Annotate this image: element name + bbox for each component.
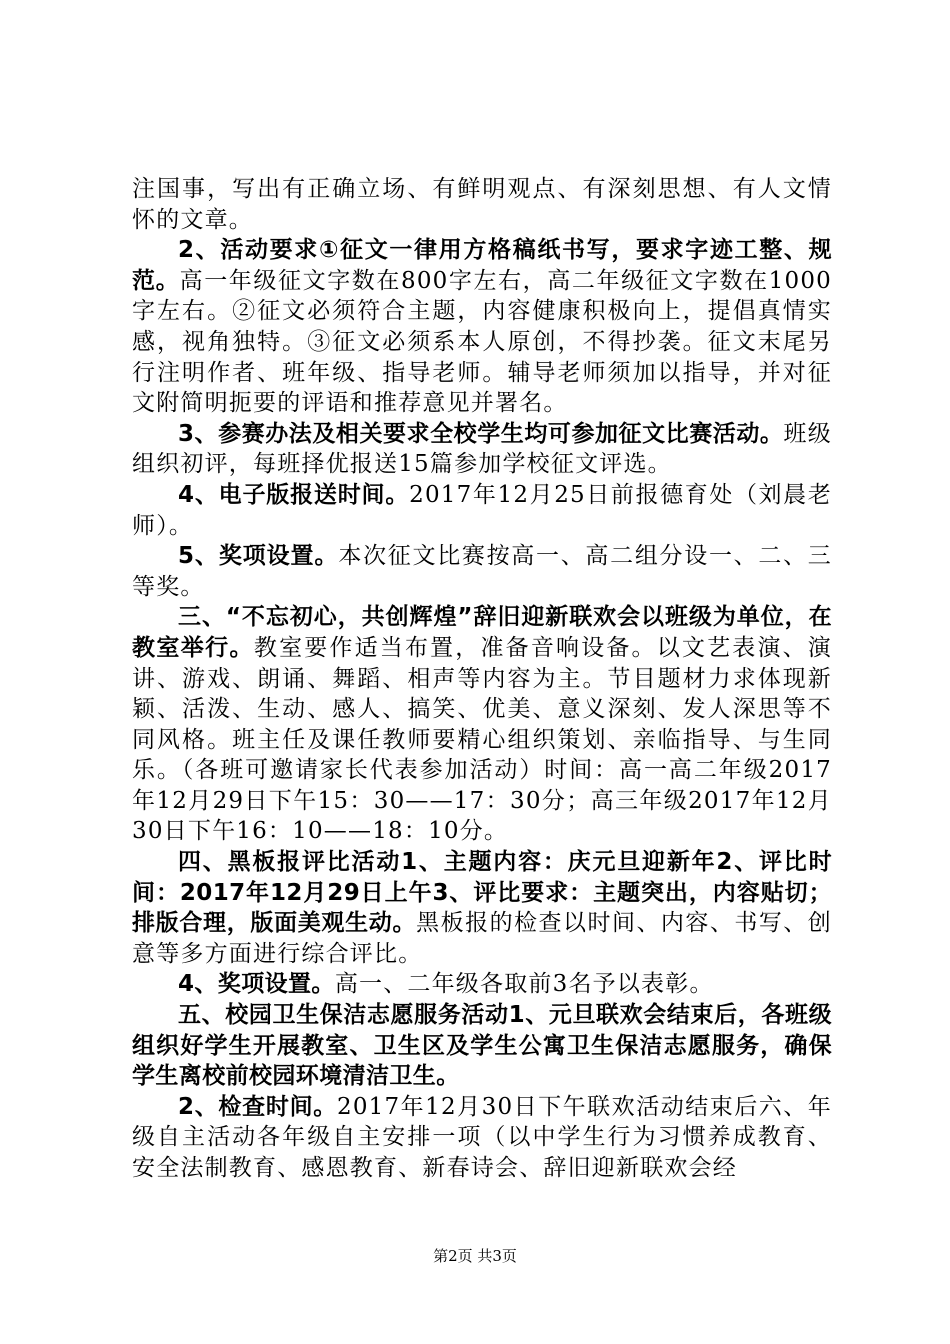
document-body [132,174,832,1184]
paragraph-inspection-time [132,1092,832,1184]
paragraph-blackboard-contest [132,847,832,969]
paragraph-text: 2017年12月30日下午联欢活动结束后六、年级自主活动各年级自主安排一项（以中学生行为习惯养成教育、安全法制教育、感恩教育、新春诗会、辞旧迎新联欢会经 [132,1093,832,1181]
paragraph-activity-requirements [132,235,832,419]
paragraph-text: 本次征文比赛按高一、高二组分设一、二、三等奖。 [132,543,832,600]
paragraph-heading: 四、黑板报评比活动1、主题内容：庆元旦迎新年2、评比时间：2017年12月29日上午3、评比要求：主题突出，内容贴切；排版合理，版面美观生动。 [132,849,832,937]
paragraph-heading: 三、“不忘初心，共创辉煌”辞旧迎新联欢会以班级为单位，在教室举行。 [132,604,832,661]
paragraph-continuation [132,174,832,235]
paragraph-new-year-party [132,602,832,847]
paragraph-text: 注国事，写出有正确立场、有鲜明观点、有深刻思想、有人文情怀的文章。 [132,176,832,233]
paragraph-text: 2017年12月25日前报德育处（刘晨老师）。 [132,481,832,539]
paragraph-text: 黑板报的检查以时间、内容、书写、创意等多方面进行综合评比。 [132,910,832,967]
paragraph-heading: 2、检查时间。 [178,1093,337,1120]
paragraph-submission-time [132,480,832,541]
paragraph-heading: 5、奖项设置。 [178,543,339,570]
paragraph-text: 高一年级征文字数在800字左右，高二年级征文字数在1000字左右。②征文必须符合主题，内容健康积极向上，提倡真情实感，视角独特。③征文必须系本人原创，不得抄袭。征文末尾另行注明作者、班年级、指导老师。辅导老师须加以指导，并对征文附简明扼要的评语和推荐意见并署名。 [132,267,832,417]
paragraph-text: 高一、二年级各取前3名予以表彰。 [334,971,714,998]
paragraph-cleaning-volunteer [132,1000,832,1092]
paragraph-heading: 五、校园卫生保洁志愿服务活动1、元旦联欢会结束后，各班级组织好学生开展教室、卫生区及学生公寓卫生保洁志愿服务，确保学生离校前校园环境清洁卫生。 [132,1002,832,1090]
paragraph-heading: 2、活动要求①征文一律用方格稿纸书写，要求字迹工整、规范。 [132,237,832,294]
page-number: 第2页 共3页 [433,1247,517,1265]
paragraph-text: 教室要作适当布置，准备音响设备。以文艺表演、演讲、游戏、朗诵、舞蹈、相声等内容为主。节目题材力求体现新颖、活泼、生动、感人、搞笑、优美、意义深刻、发人深思等不同风格。班主任及课任教师要精心组织策划、亲临指导、与生同乐。（各班可邀请家长代表参加活动）时间：高一高二年级2017年12月29日下午15：30——17：30分；高三年级2017年12月30日下午16：10——18：10分。 [132,634,832,845]
paragraph-heading: 3、参赛办法及相关要求全校学生均可参加征文比赛活动。 [178,420,784,447]
paragraph-blackboard-awards [132,969,832,1000]
paragraph-entry-method [132,419,832,480]
paragraph-heading: 4、电子版报送时间。 [178,481,410,508]
paragraph-awards [132,541,832,602]
paragraph-heading: 4、奖项设置。 [178,971,335,998]
paragraph-text: 班级组织初评，每班择优报送15篇参加学校征文评选。 [132,420,832,478]
